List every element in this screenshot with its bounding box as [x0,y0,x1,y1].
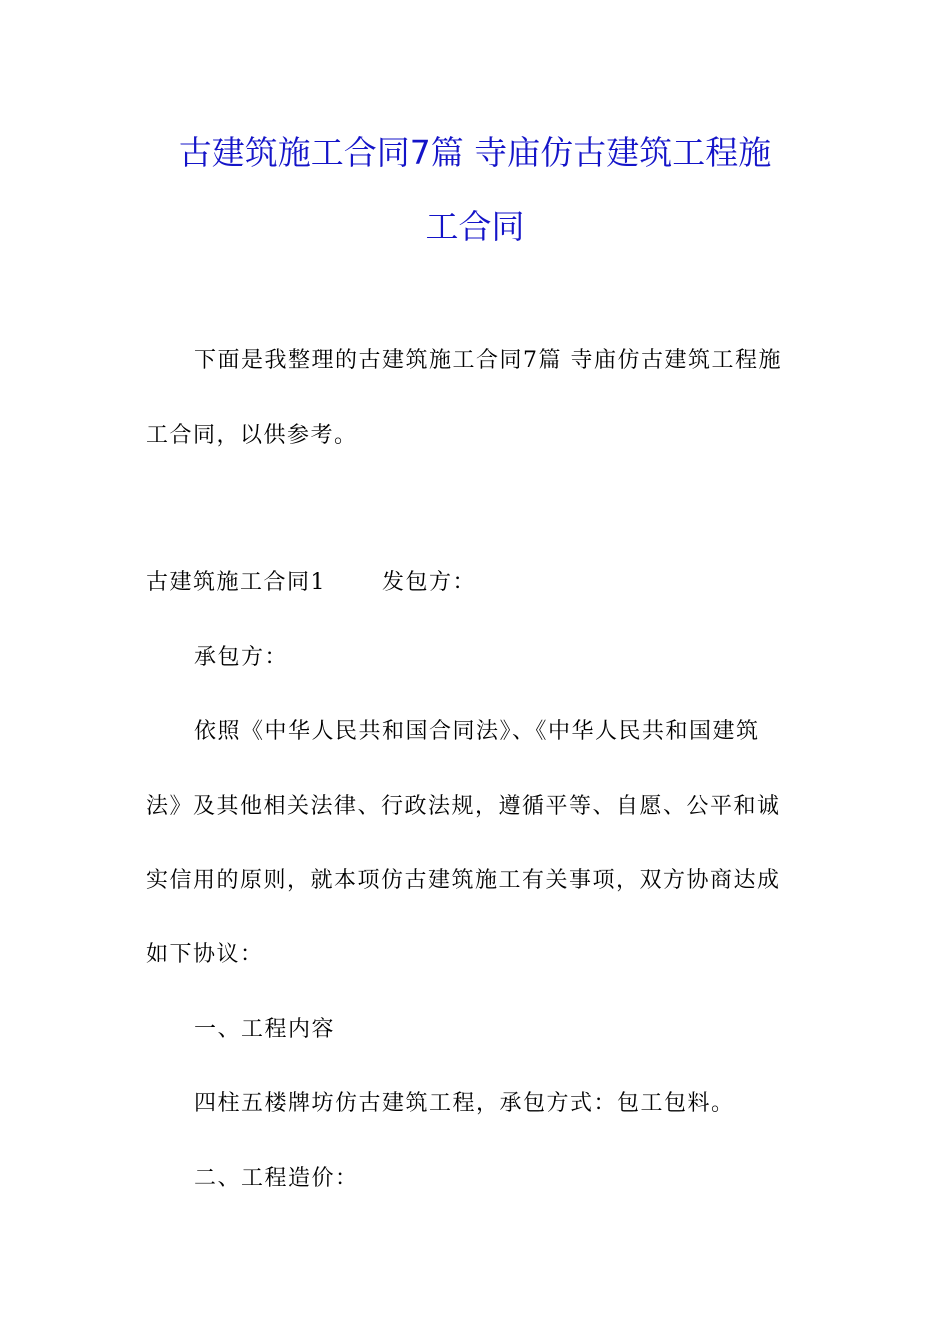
document-title-line-2: 工合同 [425,207,525,246]
basis-line-4: 如下协议： [146,942,264,967]
document-title-line-1: 古建筑施工合同7篇 寺庙仿古建筑工程施 [178,133,772,172]
section-2-title: 二、工程造价： [194,1166,359,1191]
employer-label: 发包方： [382,570,477,595]
section-1-text: 四柱五楼牌坊仿古建筑工程，承包方式：包工包料。 [194,1091,735,1116]
contract-1-heading: 古建筑施工合同1 [146,570,326,595]
contractor-label: 承包方： [194,645,289,670]
intro-line-1: 下面是我整理的古建筑施工合同7篇 寺庙仿古建筑工程施 [194,348,782,373]
basis-line-1: 依照《中华人民共和国合同法》、《中华人民共和国建筑 [194,719,760,744]
basis-line-2: 法》及其他相关法律、行政法规，遵循平等、自愿、公平和诚 [146,794,781,819]
contract-1-heading-row [146,568,476,598]
section-1-title: 一、工程内容 [194,1017,336,1042]
basis-line-3: 实信用的原则，就本项仿古建筑施工有关事项，双方协商达成 [146,868,781,893]
intro-line-2: 工合同，以供参考。 [146,423,358,448]
